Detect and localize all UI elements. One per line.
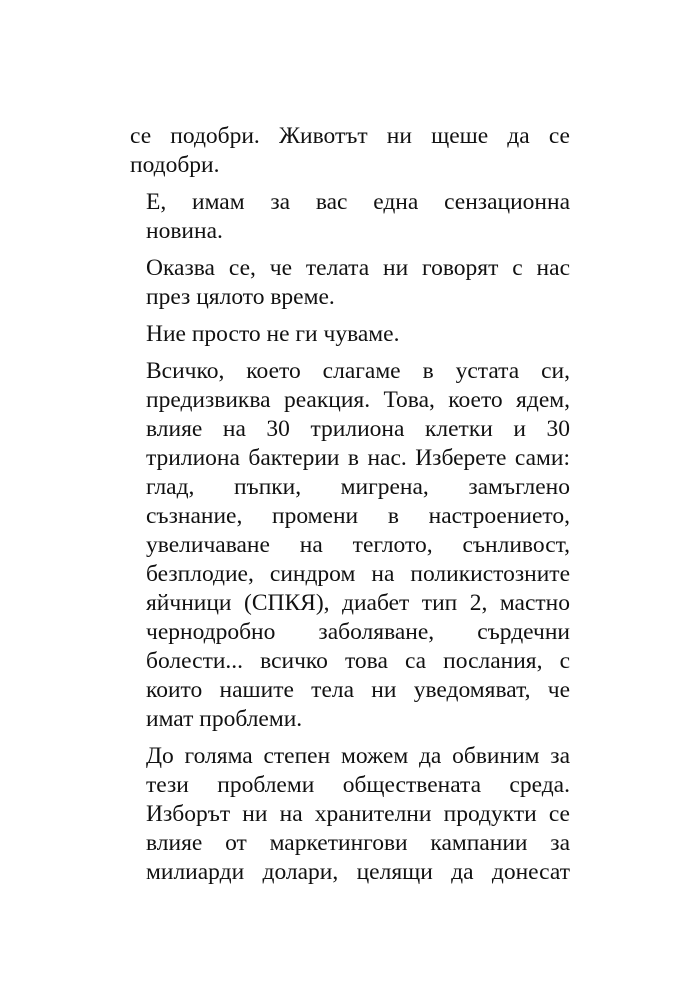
text-line: безплодие, синдром на поликистозните xyxy=(146,561,570,587)
text-line: се подобри. Животът ни щеше да се xyxy=(130,123,570,149)
text-line: подобри. xyxy=(130,152,220,178)
text-line: влияе от маркетингови кампании за xyxy=(146,830,570,856)
paragraph-1 xyxy=(130,122,570,180)
text-line: новина. xyxy=(146,218,223,244)
text-line: Е, имам за вас една сензационна xyxy=(146,189,570,215)
text-line: тези проблеми обществената среда. xyxy=(146,772,570,798)
page-body xyxy=(130,122,570,895)
paragraph-5 xyxy=(130,357,570,734)
text-line: предизвиква реакция. Това, което ядем, xyxy=(146,387,570,413)
text-line: чернодробно заболяване, сърдечни xyxy=(146,619,570,645)
text-line: съзнание, промени в настроението, xyxy=(146,503,570,529)
text-line: яйчници (СПКЯ), диабет тип 2, мастно xyxy=(146,590,570,616)
text-line: имат проблеми. xyxy=(146,706,303,732)
paragraph-4 xyxy=(130,320,570,349)
text-line: увеличаване на теглото, сънливост, xyxy=(146,532,570,558)
text-line: които нашите тела ни уведомяват, че xyxy=(146,677,570,703)
text-line: глад, пъпки, мигрена, замъглено xyxy=(146,474,570,500)
text-line: влияе на 30 трилиона клетки и 30 xyxy=(146,416,570,442)
text-line: болести... всичко това са послания, с xyxy=(146,648,570,674)
text-line: Ние просто не ги чуваме. xyxy=(146,321,400,347)
text-line: през цялото време. xyxy=(146,284,335,310)
text-line: Изборът ни на хранителни продукти се xyxy=(146,801,570,827)
text-line: До голяма степен можем да обвиним за xyxy=(146,743,570,769)
paragraph-3 xyxy=(130,254,570,312)
text-line: Оказва се, че телата ни говорят с нас xyxy=(146,255,570,281)
text-line: трилиона бактерии в нас. Изберете сами: xyxy=(146,445,570,471)
text-line: милиарди долари, целящи да донесат xyxy=(146,859,570,885)
text-line: Всичко, което слагаме в устата си, xyxy=(146,358,570,384)
paragraph-6 xyxy=(130,742,570,887)
paragraph-2 xyxy=(130,188,570,246)
